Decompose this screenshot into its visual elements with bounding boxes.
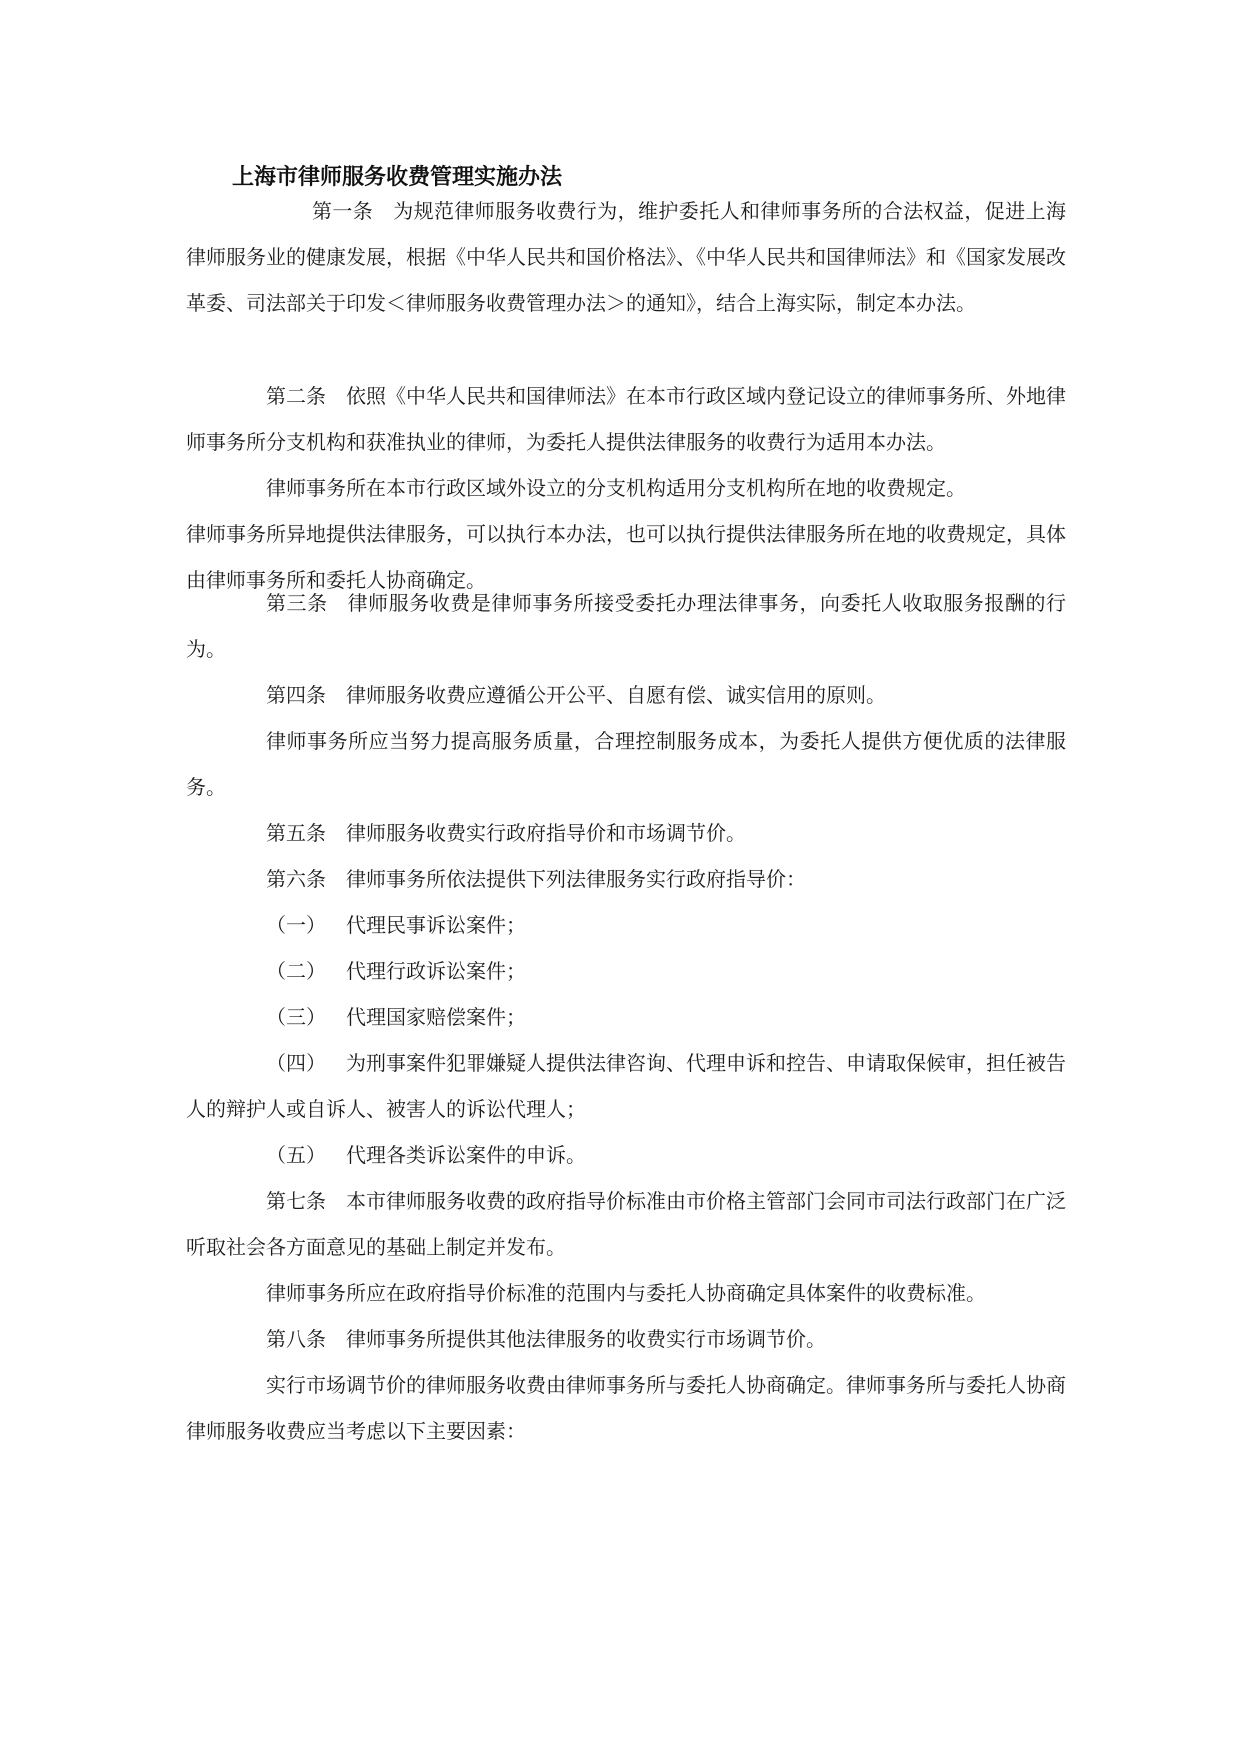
paragraph-text: 依照《中华人民共和国律师法》在本市行政区域内登记设立的律师事务所、外地律师事务所分支机构和获准执业的律师，为委托人提供法律服务的收费行为适用本办法。 xyxy=(186,384,1066,454)
list-item-2 xyxy=(186,948,1066,994)
paragraph-text: 本市律师服务收费的政府指导价标准由市价格主管部门会同市司法行政部门在广泛听取社会各方面意见的基础上制定并发布。 xyxy=(186,1189,1066,1259)
paragraph-article-6 xyxy=(186,856,1066,902)
list-item-3 xyxy=(186,994,1066,1040)
article-label: 第一条 xyxy=(312,199,374,223)
article-label: 第四条 xyxy=(266,683,326,707)
paragraph-text: 律师事务所应当努力提高服务质量，合理控制服务成本，为委托人提供方便优质的法律服务。 xyxy=(186,729,1066,799)
article-label: 第八条 xyxy=(266,1327,326,1351)
list-item-text: 代理民事诉讼案件； xyxy=(346,913,526,937)
list-item-1 xyxy=(186,902,1066,948)
article-label: 第六条 xyxy=(266,867,326,891)
paragraph-text: 律师服务收费是律师事务所接受委托办理法律事务，向委托人收取服务报酬的行为。 xyxy=(186,591,1067,661)
list-item-5 xyxy=(186,1132,1066,1178)
list-item-text: 代理行政诉讼案件； xyxy=(346,959,526,983)
paragraph-article-4 xyxy=(186,672,1066,718)
list-item-label: （二） xyxy=(266,959,326,983)
list-item-text: 代理国家赔偿案件； xyxy=(346,1005,526,1029)
document-title: 上海市律师服务收费管理实施办法 xyxy=(232,165,563,190)
paragraph-article-1 xyxy=(186,188,1066,326)
list-item-label: （四） xyxy=(266,1051,326,1075)
paragraph-text: 律师服务收费实行政府指导价和市场调节价。 xyxy=(346,821,746,845)
paragraph-guide-price-scope xyxy=(186,1270,1066,1316)
paragraph-text: 律师事务所提供其他法律服务的收费实行市场调节价。 xyxy=(346,1327,826,1351)
paragraph-article-3 xyxy=(186,580,1066,672)
article-label: 第二条 xyxy=(266,384,326,408)
paragraph-text: 律师事务所依法提供下列法律服务实行政府指导价： xyxy=(346,867,806,891)
article-label: 第三条 xyxy=(266,591,328,615)
list-item-text: 代理各类诉讼案件的申诉。 xyxy=(346,1143,586,1167)
paragraph-text: 律师事务所应在政府指导价标准的范围内与委托人协商确定具体案件的收费标准。 xyxy=(266,1281,986,1305)
paragraph-article-8 xyxy=(186,1316,1066,1362)
paragraph-article-7 xyxy=(186,1178,1066,1270)
list-item-label: （三） xyxy=(266,1005,326,1029)
list-item-4 xyxy=(186,1040,1066,1132)
paragraph-text: 律师事务所异地提供法律服务，可以执行本办法，也可以执行提供法律服务所在地的收费规定，具体由律师事务所和委托人协商确定。 xyxy=(186,522,1066,592)
list-item-label: （一） xyxy=(266,913,326,937)
paragraph-market-price-factors xyxy=(186,1362,1066,1454)
paragraph-text: 律师服务收费应遵循公开公平、自愿有偿、诚实信用的原则。 xyxy=(346,683,886,707)
paragraph-text: 实行市场调节价的律师服务收费由律师事务所与委托人协商确定。律师事务所与委托人协商律师服务收费应当考虑以下主要因素： xyxy=(186,1373,1066,1443)
list-item-text: 为刑事案件犯罪嫌疑人提供法律咨询、代理申诉和控告、申请取保候审，担任被告人的辩护人或自诉人、被害人的诉讼代理人； xyxy=(186,1051,1066,1121)
paragraph-text: 为规范律师服务收费行为，维护委托人和律师事务所的合法权益，促进上海律师服务业的健康发展，根据《中华人民共和国价格法》、《中华人民共和国律师法》和《国家发展改革委、司法部关于印发＜律师服务收费管理办法＞的通知》，结合上海实际，制定本办法。 xyxy=(186,199,1067,315)
paragraph-branch-offices xyxy=(186,465,1066,511)
paragraph-text: 律师事务所在本市行政区域外设立的分支机构适用分支机构所在地的收费规定。 xyxy=(266,476,966,500)
paragraph-article-2 xyxy=(186,373,1066,465)
paragraph-article-5 xyxy=(186,810,1066,856)
list-item-label: （五） xyxy=(266,1143,326,1167)
paragraph-service-quality xyxy=(186,718,1066,810)
article-label: 第七条 xyxy=(266,1189,326,1213)
article-label: 第五条 xyxy=(266,821,326,845)
